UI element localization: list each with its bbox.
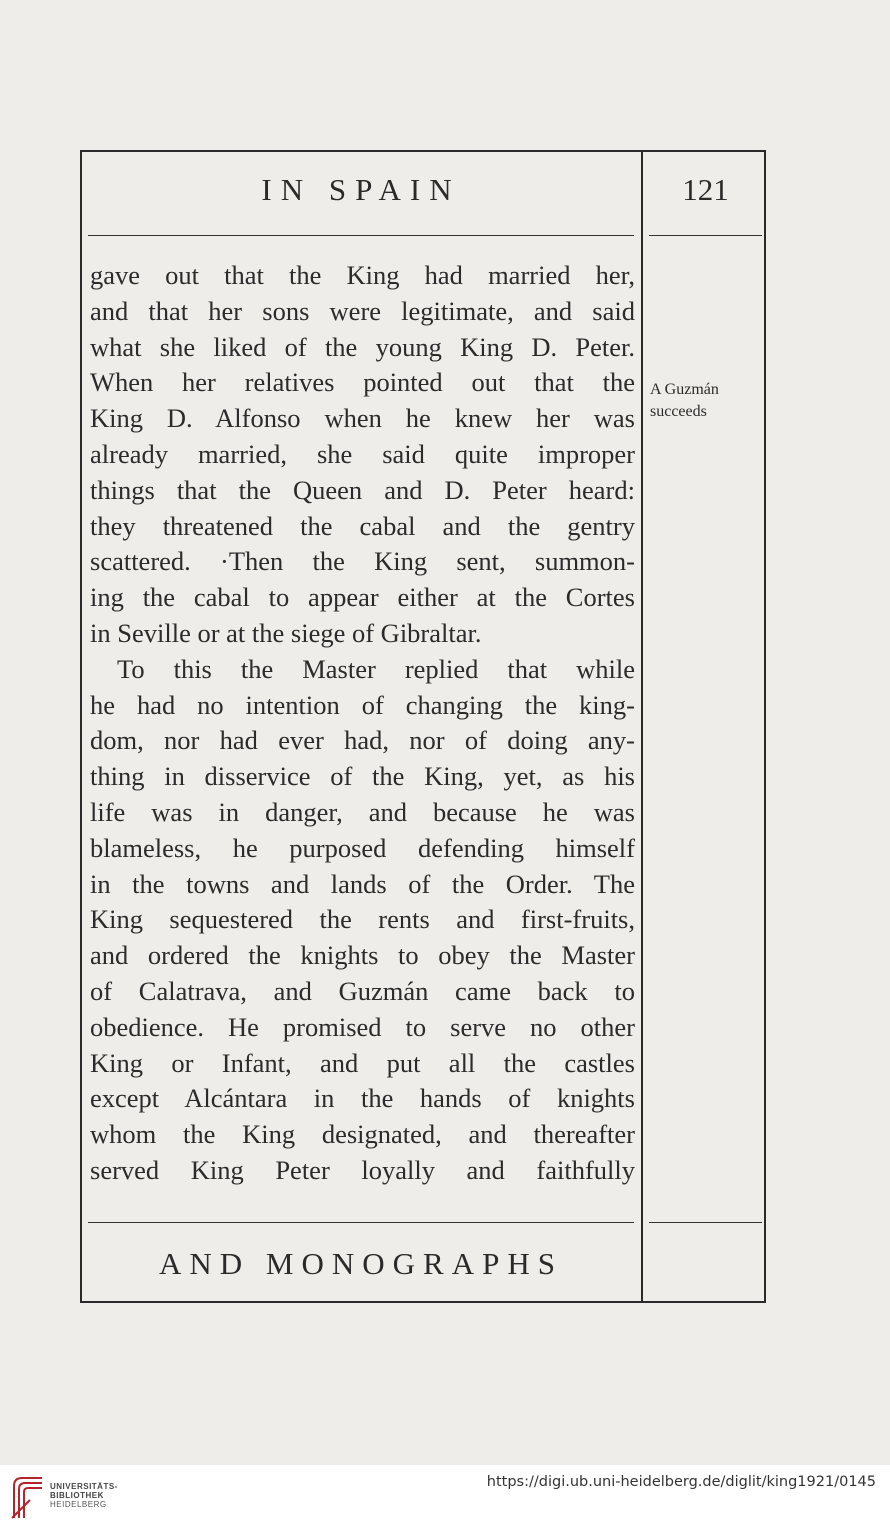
marginal-note-line: A Guzmán bbox=[650, 381, 719, 398]
text-line: blameless, he purposed defending himself bbox=[90, 832, 635, 863]
frame-left-rule bbox=[80, 150, 82, 1302]
text-line: To this the Master replied that while bbox=[117, 653, 635, 684]
text-line: thing in disservice of the King, yet, as his bbox=[90, 761, 635, 792]
header-rule-main bbox=[88, 235, 634, 236]
text-line: scattered. ·Then the King sent, summon- bbox=[90, 546, 635, 577]
text-line: in the towns and lands of the Order. The bbox=[90, 868, 635, 899]
library-name bbox=[50, 1482, 118, 1509]
text-line: already married, she said quite improper bbox=[90, 438, 635, 469]
text-line: whom the King designated, and thereafter bbox=[90, 1119, 635, 1150]
library-name-line: HEIDELBERG bbox=[50, 1500, 107, 1509]
body-text bbox=[90, 258, 635, 1189]
library-name-line: UNIVERSITÄTS- bbox=[50, 1482, 118, 1491]
text-line: things that the Queen and D. Peter heard: bbox=[90, 474, 635, 505]
header-rule-side bbox=[649, 235, 762, 236]
frame-top-rule bbox=[80, 150, 766, 152]
text-line: and that her sons were legitimate, and said bbox=[90, 295, 635, 326]
text-line: ing the cabal to appear either at the Cortes bbox=[90, 582, 635, 613]
text-line: King sequestered the rents and first-fruits, bbox=[90, 904, 635, 935]
footer-rule-side bbox=[649, 1222, 762, 1223]
frame-bottom-rule bbox=[80, 1301, 766, 1303]
marginal-note bbox=[650, 379, 762, 423]
footer-text: AND MONOGRAPHS bbox=[159, 1246, 563, 1281]
text-line: King or Infant, and put all the castles bbox=[90, 1047, 635, 1078]
text-line: he had no intention of changing the king- bbox=[90, 689, 635, 720]
source-url[interactable]: https://digi.ub.uni-heidelberg.de/diglit/king1921/0145 bbox=[486, 1474, 876, 1490]
library-name-line: BIBLIOTHEK bbox=[50, 1491, 104, 1500]
text-line: served King Peter loyally and faithfully bbox=[90, 1154, 635, 1185]
text-line: in Seville or at the siege of Gibraltar. bbox=[90, 617, 482, 648]
text-line: of Calatrava, and Guzmán came back to bbox=[90, 975, 635, 1006]
text-line: gave out that the King had married her, bbox=[90, 260, 635, 290]
footer-rule-main bbox=[88, 1222, 634, 1223]
text-line: except Alcántara in the hands of knights bbox=[90, 1083, 635, 1114]
text-line: and ordered the knights to obey the Master bbox=[90, 940, 635, 971]
frame-middle-rule bbox=[641, 150, 643, 1302]
text-line: they threatened the cabal and the gentry bbox=[90, 510, 635, 541]
text-line: what she liked of the young King D. Peter. bbox=[90, 331, 635, 362]
text-line: life was in danger, and because he was bbox=[90, 796, 635, 827]
frame-right-rule bbox=[764, 150, 766, 1302]
marginal-note-line: succeeds bbox=[650, 403, 707, 420]
text-line: When her relatives pointed out that the bbox=[90, 367, 635, 398]
library-logo-icon bbox=[10, 1474, 46, 1520]
text-line: King D. Alfonso when he knew her was bbox=[90, 403, 635, 434]
page-number: 121 bbox=[682, 172, 729, 207]
text-line: dom, nor had ever had, nor of doing any- bbox=[90, 725, 635, 756]
running-head: IN SPAIN bbox=[261, 172, 461, 207]
text-line: obedience. He promised to serve no other bbox=[90, 1011, 635, 1042]
